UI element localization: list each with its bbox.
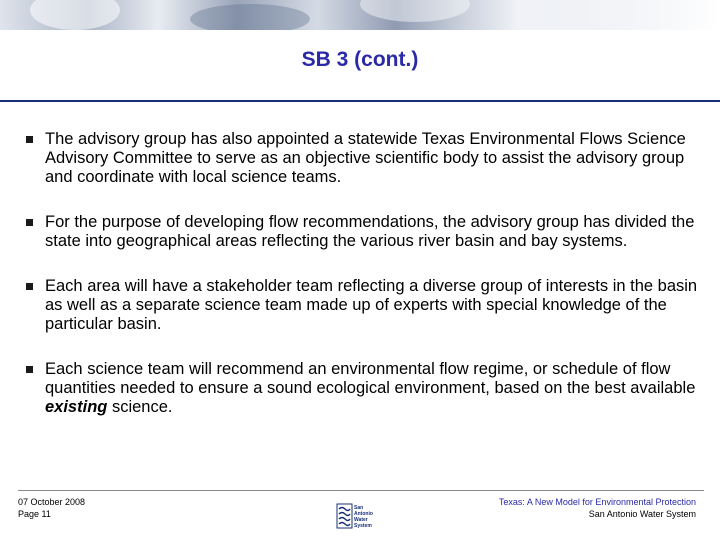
- bullet-item: [26, 277, 701, 334]
- title-divider: [0, 100, 720, 102]
- footer-page-number: Page 11: [18, 509, 51, 519]
- bullet-square-icon: [26, 283, 33, 290]
- bullet-list: [26, 130, 701, 443]
- bullet-text: For the purpose of developing flow recommendations, the advisory group has divided the state into geographical areas reflecting the various river basin and bay systems.: [45, 213, 695, 250]
- logo-text-line: San: [354, 505, 364, 511]
- slide-title: SB 3 (cont.): [301, 48, 419, 71]
- bullet-square-icon: [26, 136, 33, 143]
- footer-tagline: Texas: A New Model for Environmental Protection: [498, 497, 696, 507]
- footer-left: [18, 496, 85, 520]
- footer-right: [499, 496, 696, 520]
- header-banner-image: [0, 0, 720, 30]
- bullet-item: [26, 213, 701, 251]
- footer-date: 07 October 2008: [18, 497, 86, 507]
- saws-logo-icon: [336, 503, 376, 529]
- bullet-text-end: science.: [107, 398, 173, 416]
- bullet-emphasis: existing: [45, 398, 108, 416]
- bullet-square-icon: [26, 219, 33, 226]
- bullet-square-icon: [26, 366, 33, 373]
- bullet-text: The advisory group has also appointed a statewide Texas Environmental Flows Science Advisory Committee to serve as an objective scientific body to assist the advisory group and coordinate with local science teams.: [45, 130, 686, 186]
- bullet-text: Each area will have a stakeholder team reflecting a diverse group of interests in the basin as well as a separate science team made up of experts with special knowledge of the particular basin.: [45, 277, 698, 333]
- bullet-item: [26, 130, 701, 187]
- bullet-item: [26, 360, 701, 417]
- footer-organization: San Antonio Water System: [588, 509, 696, 519]
- logo-text-line: Antonio: [354, 511, 373, 517]
- logo-text-line: Water: [354, 517, 368, 523]
- logo-text-line: System: [354, 523, 372, 529]
- footer-divider: [18, 490, 704, 491]
- bullet-text: Each science team will recommend an environmental flow regime, or schedule of flow quantities needed to ensure a sound ecological environment, based on the best available: [45, 360, 696, 397]
